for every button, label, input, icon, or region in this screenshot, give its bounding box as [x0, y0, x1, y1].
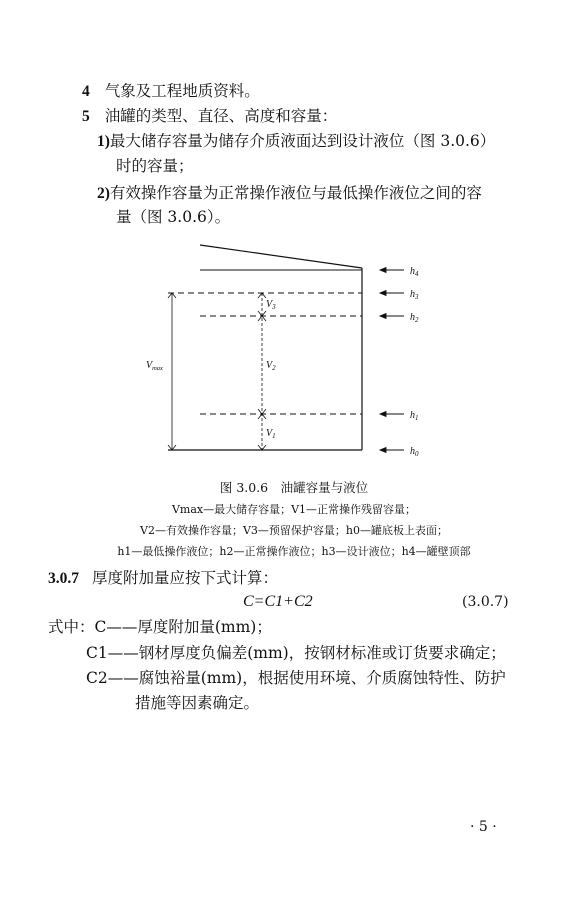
label-v2: $V_2$	[266, 360, 276, 372]
sub-item-1-continued: 时的容量；	[116, 157, 194, 175]
label-h4: $h_4$	[410, 266, 419, 278]
equation-number: (3.0.7)	[462, 594, 509, 610]
term-c2-continued: 措施等因素确定。	[135, 694, 260, 712]
label-h1: $h_1$	[410, 410, 419, 422]
item-4-number: 4	[82, 83, 90, 100]
label-v3: $V_3$	[266, 299, 276, 311]
section-text: 厚度附加量应按下式计算：	[91, 569, 278, 587]
sub-item-2-number: 2)	[97, 185, 110, 202]
label-h0: $h_0$	[410, 446, 419, 458]
figure-legend-line-2: V2—有效操作容量；V3—预留保护容量；h0—罐底板上表面；	[140, 524, 448, 537]
label-vmax: $V_{max}$	[146, 360, 163, 372]
term-c1: C1——钢材厚度负偏差(mm)，按钢材标准或订货要求确定；	[86, 644, 506, 662]
level-arrows	[380, 268, 404, 453]
label-h3: $h_3$	[410, 289, 419, 301]
page-number: · 5 ·	[470, 819, 497, 835]
item-4-text: 气象及工程地质资料。	[104, 82, 260, 100]
item-5-text: 油罐的类型、直径、高度和容量：	[104, 107, 338, 125]
where-line: 式中：C——厚度附加量(mm)；	[48, 618, 272, 636]
item-5-number: 5	[82, 108, 90, 125]
figure-legend-line-1: Vmax—最大储存容量；V1—正常操作残留容量；	[171, 503, 417, 516]
term-c2: C2——腐蚀裕量(mm)，根据使用环境、介质腐蚀特性、防护	[86, 669, 506, 687]
figure-legend-line-3: h1—最低操作液位；h2—正常操作液位；h3—设计液位；h4—罐壁顶部	[117, 545, 471, 558]
sub-item-2-text: 有效操作容量为正常操作液位与最低操作液位之间的容	[109, 184, 482, 202]
sub-item-1-text: 最大储存容量为储存介质液面达到设计液位（图 3.0.6）	[109, 132, 496, 150]
label-v1: $V_1$	[266, 428, 276, 440]
section-3-0-7	[48, 568, 278, 589]
tank-roof-line	[200, 245, 362, 268]
figure-caption: 图 3.0.6 油罐容量与液位	[219, 480, 369, 495]
section-number: 3.0.7	[48, 570, 79, 587]
formula: C=C1+C2	[243, 593, 313, 610]
label-h2: $h_2$	[410, 312, 419, 324]
sub-item-2-continued: 量（图 3.0.6）。	[116, 208, 231, 226]
sub-item-1-number: 1)	[97, 133, 110, 150]
